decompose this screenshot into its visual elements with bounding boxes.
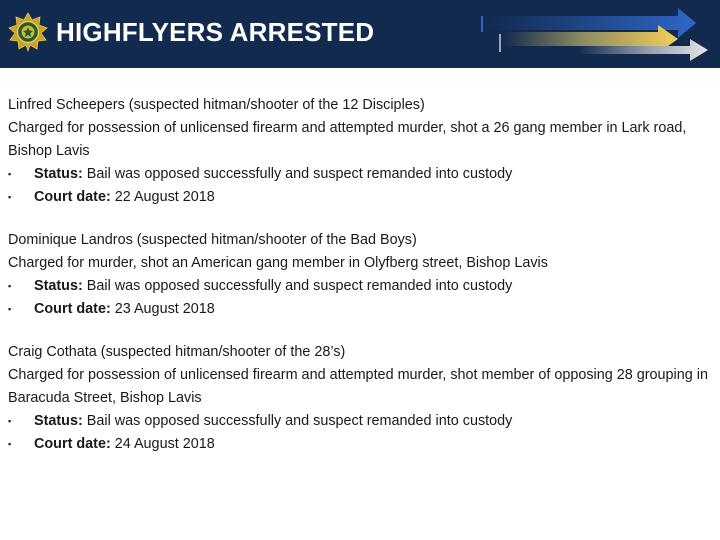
status-item xyxy=(8,410,712,433)
charge-text: Charged for possession of unlicensed firearm and attempted murder, shot a 26 gang member in Lark road, Bishop Lavis xyxy=(8,120,687,159)
suspect-block xyxy=(8,229,712,321)
arrows-icon xyxy=(478,6,712,62)
court-date-item xyxy=(8,433,712,456)
charge-text: Charged for possession of unlicensed firearm and attempted murder, shot member of opposing 28 grouping in Baracuda Street, Bishop Lavis xyxy=(8,367,708,406)
square-bullet-icon: ▪ xyxy=(8,281,12,291)
status-label: Status: xyxy=(34,278,83,294)
square-bullet-icon: ▪ xyxy=(8,439,12,449)
charge-text: Charged for murder, shot an American gang member in Olyfberg street, Bishop Lavis xyxy=(8,255,548,271)
suspect-name: Linfred Scheepers (suspected hitman/shooter of the 12 Disciples) xyxy=(8,97,425,113)
court-date-label: Court date: xyxy=(34,436,111,452)
status-item xyxy=(8,163,712,186)
status-label: Status: xyxy=(34,166,83,182)
court-date-item xyxy=(8,298,712,321)
square-bullet-icon: ▪ xyxy=(8,416,12,426)
square-bullet-icon: ▪ xyxy=(8,304,12,314)
status-text: Bail was opposed successfully and suspect remanded into custody xyxy=(86,278,513,294)
content xyxy=(8,94,712,476)
court-date-text: 22 August 2018 xyxy=(114,189,215,205)
court-date-text: 23 August 2018 xyxy=(114,301,215,317)
status-text: Bail was opposed successfully and suspect remanded into custody xyxy=(86,413,513,429)
status-item xyxy=(8,275,712,298)
page-title: HIGHFLYERS ARRESTED xyxy=(56,17,375,47)
police-star-badge-icon xyxy=(8,12,48,52)
square-bullet-icon: ▪ xyxy=(8,169,12,179)
suspect-block xyxy=(8,341,712,456)
status-label: Status: xyxy=(34,413,83,429)
court-date-label: Court date: xyxy=(34,189,111,205)
court-date-label: Court date: xyxy=(34,301,111,317)
status-text: Bail was opposed successfully and suspect remanded into custody xyxy=(86,166,513,182)
header-bar xyxy=(0,0,720,68)
court-date-text: 24 August 2018 xyxy=(114,436,215,452)
square-bullet-icon: ▪ xyxy=(8,192,12,202)
suspect-block xyxy=(8,94,712,209)
suspect-name: Craig Cothata (suspected hitman/shooter of the 28’s) xyxy=(8,344,346,360)
court-date-item xyxy=(8,186,712,209)
suspect-name: Dominique Landros (suspected hitman/shooter of the Bad Boys) xyxy=(8,232,417,248)
